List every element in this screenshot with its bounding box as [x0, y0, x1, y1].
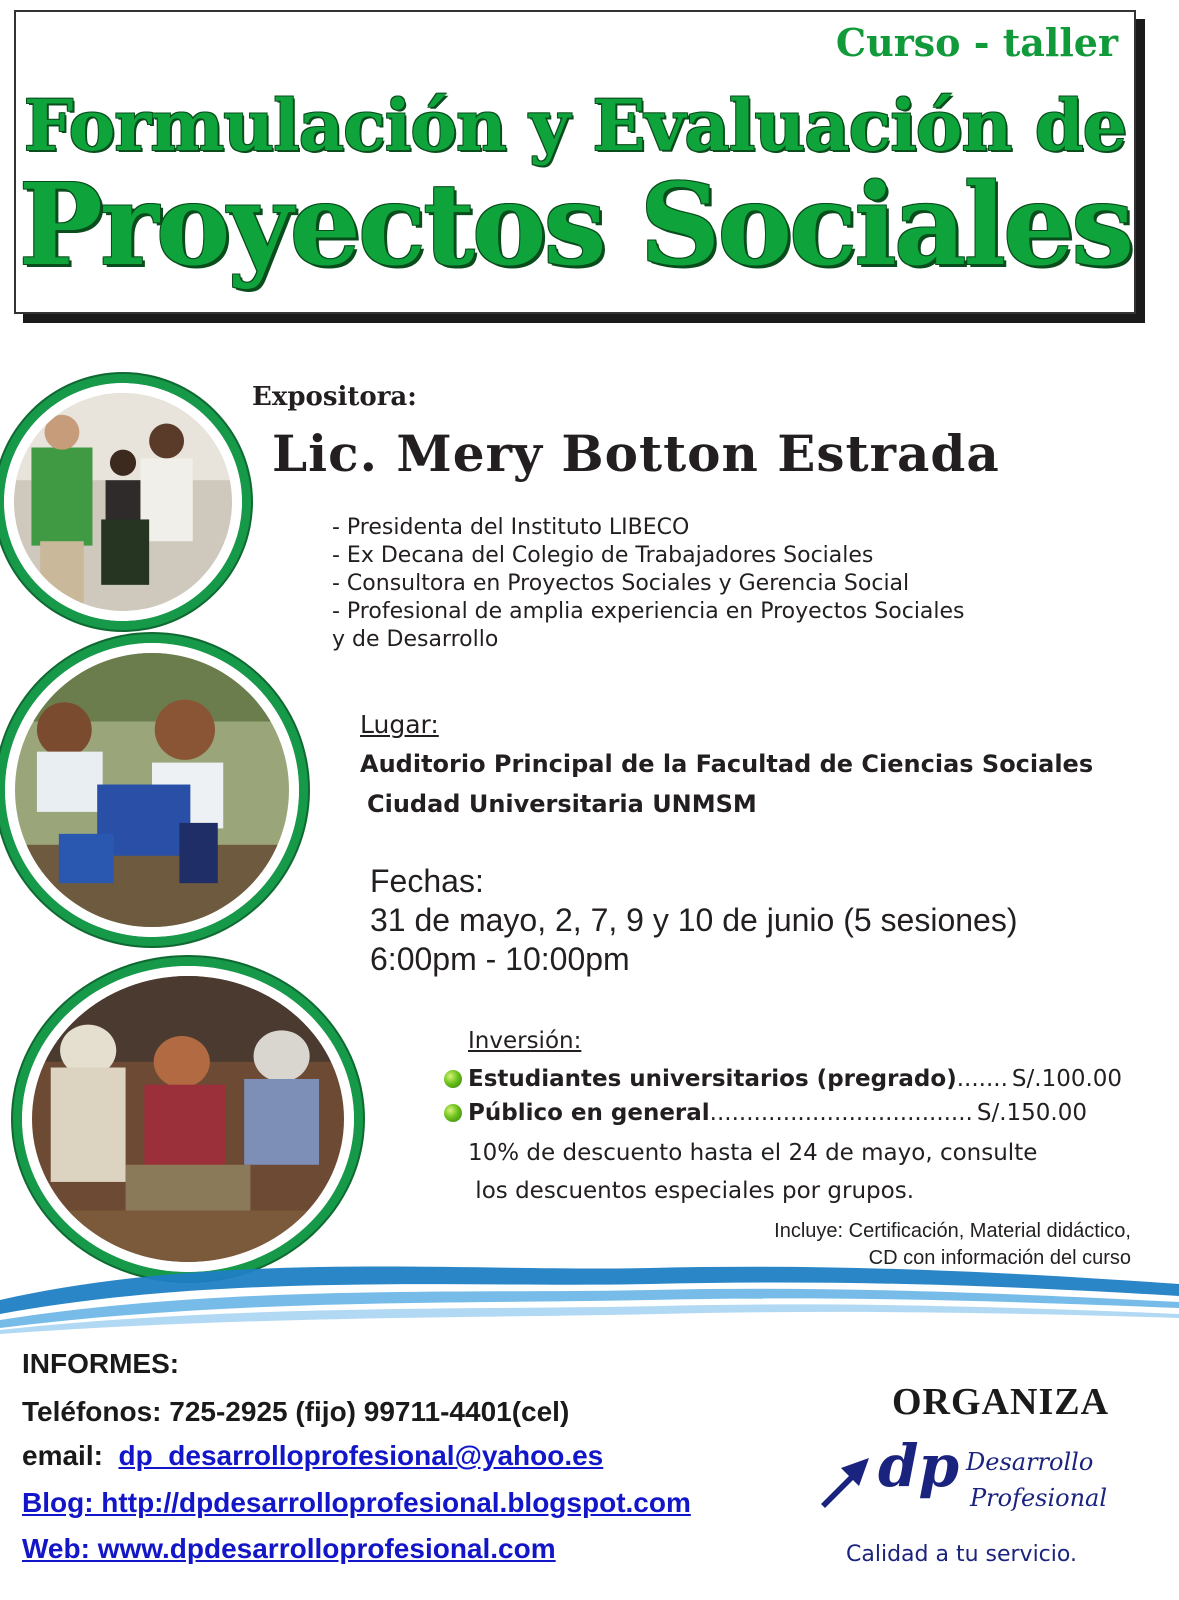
- photo-children-group: [22, 966, 354, 1272]
- investment-label: Inversión:: [468, 1028, 582, 1054]
- contact-phones: Teléfonos: 725-2925 (fijo) 99711-4401(cel): [22, 1396, 570, 1427]
- dates-time: 6:00pm - 10:00pm: [370, 941, 630, 977]
- course-type: Curso - taller: [835, 20, 1118, 65]
- web-link[interactable]: Web: www.dpdesarrolloprofesional.com: [22, 1533, 556, 1564]
- email-label: email:: [22, 1440, 103, 1471]
- speaker-name: Lic. Mery Botton Estrada: [272, 424, 1000, 483]
- price-name: Público en general: [468, 1100, 710, 1126]
- title-banner: [14, 10, 1136, 314]
- credential-item: - Presidenta del Instituto LIBECO: [332, 515, 690, 540]
- includes-line: CD con información del curso: [868, 1247, 1131, 1269]
- dates-label: Fechas:: [370, 863, 484, 899]
- price-row: [444, 1100, 1134, 1126]
- logo-name: [966, 1444, 1126, 1516]
- venue-label: Lugar:: [360, 710, 439, 739]
- contact-email-row: [22, 1440, 603, 1472]
- contact-web-row: [22, 1533, 556, 1565]
- contact-title: INFORMES:: [22, 1348, 180, 1379]
- price-dots: .......: [956, 1066, 1008, 1092]
- photo-children-playing: [5, 643, 299, 937]
- blog-link[interactable]: Blog: http://dpdesarrolloprofesional.blogspot.com: [22, 1487, 691, 1518]
- title-line-1: Formulación y Evaluación de: [23, 84, 1127, 167]
- logo-initials: dp: [878, 1432, 960, 1500]
- credential-item: y de Desarrollo: [332, 627, 499, 652]
- dates-block: [370, 862, 1018, 979]
- organizer-label: ORGANIZA: [892, 1381, 1110, 1423]
- logo-name-line: Profesional: [970, 1484, 1108, 1512]
- credential-item: - Profesional de amplia experiencia en Proyectos Sociales: [332, 599, 965, 624]
- decorative-wave: [0, 1228, 1179, 1338]
- discount-line: 10% de descuento hasta el 24 de mayo, consulte: [468, 1140, 1038, 1166]
- price-name: Estudiantes universitarios (pregrado): [468, 1066, 957, 1092]
- title-line-2: Proyectos Sociales: [18, 160, 1132, 291]
- venue-name: Auditorio Principal de la Facultad de Ciencias Sociales: [360, 750, 1094, 778]
- green-bullet-icon: [444, 1104, 462, 1122]
- price-value: S/.150.00: [976, 1100, 1088, 1126]
- arrow-logo-icon: [815, 1450, 875, 1510]
- credential-item: - Consultora en Proyectos Sociales y Gerencia Social: [332, 571, 910, 596]
- photo-workshop: [4, 383, 242, 621]
- price-row: [444, 1066, 1134, 1092]
- discount-line: los descuentos especiales por grupos.: [468, 1178, 915, 1204]
- venue-campus: Ciudad Universitaria UNMSM: [367, 790, 757, 818]
- speaker-credentials: [332, 514, 965, 654]
- dates-days: 31 de mayo, 2, 7, 9 y 10 de junio (5 sesiones): [370, 902, 1018, 938]
- logo-name-line: Desarrollo: [966, 1448, 1094, 1476]
- credential-item: - Ex Decana del Colegio de Trabajadores Sociales: [332, 543, 874, 568]
- price-value: S/.100.00: [1011, 1066, 1123, 1092]
- green-bullet-icon: [444, 1070, 462, 1088]
- organizer-slogan: Calidad a tu servicio.: [846, 1542, 1077, 1567]
- price-dots: ....................................: [709, 1100, 973, 1126]
- email-link[interactable]: dp_desarrolloprofesional@yahoo.es: [118, 1440, 604, 1471]
- contact-blog-row: [22, 1487, 691, 1519]
- speaker-label: Expositora:: [252, 382, 417, 412]
- includes-line: Incluye: Certificación, Material didáctico,: [774, 1220, 1131, 1242]
- discount-note: [468, 1134, 1037, 1210]
